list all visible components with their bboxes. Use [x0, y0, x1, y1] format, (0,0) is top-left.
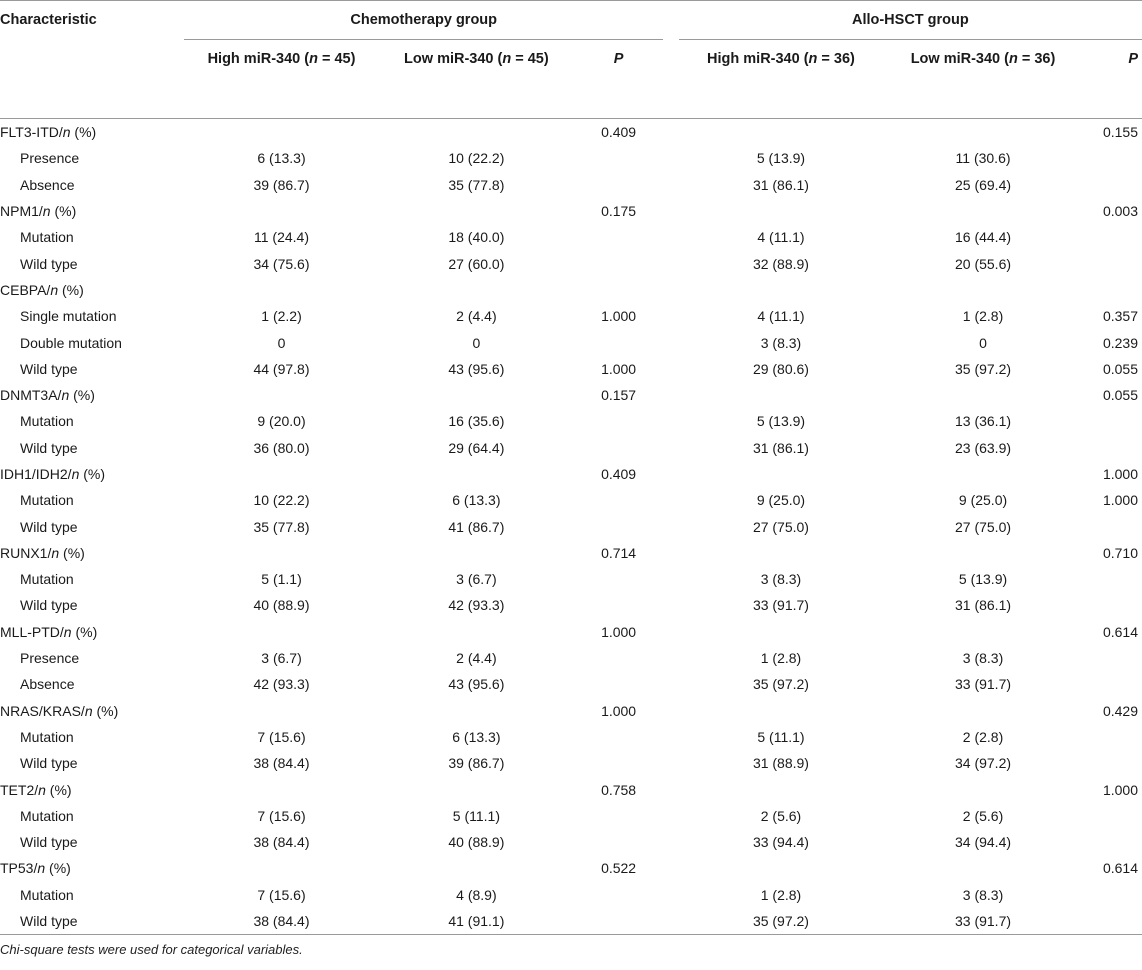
table-row	[0, 592, 1142, 618]
allo-high-value	[679, 277, 883, 303]
allo-p-value	[1083, 408, 1142, 434]
allo-high-value: 9 (25.0)	[756, 492, 806, 509]
table-row	[0, 487, 1142, 513]
gap-cell	[663, 277, 678, 303]
allo-low-value: 31 (86.1)	[954, 597, 1012, 614]
allo-low-value	[883, 382, 1083, 408]
table-row	[0, 882, 1142, 908]
table-row	[0, 724, 1142, 750]
gap-cell	[663, 566, 678, 592]
allo-high-value: 1 (2.8)	[760, 886, 802, 903]
chemo-high-label: High miR-340 (n = 45)	[207, 51, 356, 67]
table-row	[0, 513, 1142, 539]
gap-cell	[663, 855, 678, 881]
chemo-high-value: 6 (13.3)	[257, 150, 306, 167]
chemo-high-value: 1 (2.2)	[261, 308, 302, 325]
allo-high-value: 5 (13.9)	[756, 413, 806, 430]
allo-low-value: 34 (94.4)	[954, 834, 1012, 851]
chemo-low-value	[379, 776, 574, 802]
gap-cell	[663, 250, 678, 276]
allo-low-value: 33 (91.7)	[954, 913, 1012, 930]
chemo-high-value: 3 (6.7)	[261, 650, 302, 667]
chemo-p-value: 0.714	[601, 544, 637, 561]
chemo-high-value	[184, 277, 379, 303]
allo-p-value: 0.239	[1102, 334, 1138, 351]
gap-cell	[663, 803, 678, 829]
chemo-low-header	[379, 40, 574, 119]
allo-p-value	[1083, 829, 1142, 855]
chemo-high-value: 7 (15.6)	[257, 728, 306, 745]
allo-p-value	[1083, 803, 1142, 829]
chemo-high-value: 38 (84.4)	[253, 834, 310, 851]
allo-p-value	[1083, 277, 1142, 303]
chemo-high-value: 0	[277, 334, 286, 351]
chemotherapy-group-header: Chemotherapy group	[184, 1, 663, 40]
allo-high-value: 29 (80.6)	[752, 360, 809, 377]
allo-high-value	[679, 855, 883, 881]
row-label: Mutation	[20, 807, 74, 824]
chemo-p-value	[574, 592, 664, 618]
chemo-high-value	[184, 461, 379, 487]
row-label: FLT3-ITD/n (%)	[0, 124, 97, 141]
allo-p-value: 0.614	[1102, 623, 1138, 640]
allo-p-value	[1083, 435, 1142, 461]
chemo-low-value: 40 (88.9)	[448, 834, 505, 851]
gene-row	[0, 198, 1142, 224]
row-label: Absence	[20, 676, 75, 693]
chemo-low-value: 43 (95.6)	[448, 676, 505, 693]
allo-high-value	[679, 540, 883, 566]
chemo-high-value	[184, 382, 379, 408]
allo-high-value: 3 (8.3)	[760, 571, 802, 588]
chemo-low-value: 43 (95.6)	[448, 360, 505, 377]
chemo-high-value	[184, 198, 379, 224]
table-row	[0, 566, 1142, 592]
table-row	[0, 145, 1142, 171]
allo-low-value	[883, 540, 1083, 566]
allo-low-value: 2 (5.6)	[962, 807, 1004, 824]
allo-low-label: Low miR-340 (n = 36)	[910, 51, 1056, 67]
table-row	[0, 908, 1142, 935]
gene-row	[0, 776, 1142, 802]
gap-cell	[663, 408, 678, 434]
gap-cell	[663, 671, 678, 697]
allo-high-value: 3 (8.3)	[760, 334, 802, 351]
allo-low-value: 0	[979, 334, 987, 351]
chemo-p-value	[574, 435, 664, 461]
row-label: Wild type	[20, 255, 78, 272]
chemo-low-value: 16 (35.6)	[448, 413, 505, 430]
table-row	[0, 250, 1142, 276]
allo-high-value	[679, 619, 883, 645]
allo-low-value	[883, 855, 1083, 881]
row-label: TET2/n (%)	[0, 781, 72, 798]
allo-low-value: 13 (36.1)	[954, 413, 1012, 430]
chemo-high-value: 36 (80.0)	[253, 439, 310, 456]
row-label: NPM1/n (%)	[0, 203, 77, 220]
table-row	[0, 172, 1142, 198]
allo-low-value: 23 (63.9)	[954, 439, 1012, 456]
allo-low-value: 1 (2.8)	[962, 308, 1004, 325]
chemo-low-value: 27 (60.0)	[448, 255, 505, 272]
chemo-p-value	[574, 172, 664, 198]
allo-low-value: 25 (69.4)	[954, 176, 1012, 193]
allo-low-value: 3 (8.3)	[962, 650, 1004, 667]
chemo-p-value: 1.000	[601, 623, 637, 640]
gap-cell	[663, 435, 678, 461]
allo-p-value	[1083, 566, 1142, 592]
chemo-low-value	[379, 461, 574, 487]
row-label: Wild type	[20, 755, 78, 772]
gene-row	[0, 698, 1142, 724]
chemo-p-value	[574, 277, 664, 303]
gap-cell	[663, 329, 678, 355]
allo-p-value	[1083, 172, 1142, 198]
chemo-high-value	[184, 776, 379, 802]
allo-high-label: High miR-340 (n = 36)	[707, 51, 855, 67]
chemo-high-value: 44 (97.8)	[253, 360, 310, 377]
allo-low-header	[883, 40, 1083, 119]
gap-cell	[663, 303, 678, 329]
allo-low-value: 33 (91.7)	[954, 676, 1012, 693]
header-gap	[663, 1, 678, 40]
gene-row	[0, 119, 1142, 146]
row-label: Presence	[20, 150, 80, 167]
chemo-low-value: 10 (22.2)	[448, 150, 505, 167]
chemo-low-value: 35 (77.8)	[448, 176, 505, 193]
allo-low-value: 20 (55.6)	[954, 255, 1012, 272]
header-row-groups	[0, 1, 1142, 40]
gap-cell	[663, 619, 678, 645]
allo-high-value: 4 (11.1)	[757, 308, 805, 325]
row-label: IDH1/IDH2/n (%)	[0, 466, 106, 482]
chemo-p-value: 1.000	[601, 360, 637, 377]
row-label: Mutation	[20, 571, 74, 588]
allo-high-value	[679, 461, 883, 487]
allo-high-header	[679, 40, 883, 119]
chemo-high-value: 9 (20.0)	[257, 413, 306, 430]
gap-cell	[663, 750, 678, 776]
gap-cell	[663, 882, 678, 908]
chemo-low-value: 29 (64.4)	[448, 439, 505, 456]
chemo-high-value: 7 (15.6)	[257, 886, 306, 903]
gap-cell	[663, 119, 678, 146]
allo-low-value	[883, 277, 1083, 303]
gap-cell	[663, 540, 678, 566]
allo-high-value: 5 (13.9)	[756, 150, 806, 167]
chemo-high-value	[184, 855, 379, 881]
chemo-high-value	[184, 619, 379, 645]
gap-cell	[663, 356, 678, 382]
allo-p-value	[1083, 908, 1142, 935]
chemo-high-value: 38 (84.4)	[253, 913, 310, 930]
chemo-low-label: Low miR-340 (n = 45)	[404, 51, 549, 67]
gap-cell	[663, 382, 678, 408]
chemo-p-value	[574, 724, 664, 750]
allo-p-value: 0.003	[1102, 203, 1138, 220]
chemo-p-value	[574, 566, 664, 592]
chemo-p-value	[574, 145, 664, 171]
table-body	[0, 119, 1142, 935]
row-label: Mutation	[20, 728, 74, 745]
row-label: Wild type	[20, 834, 78, 851]
gap-cell	[663, 145, 678, 171]
table-row	[0, 435, 1142, 461]
chemo-p-value	[574, 487, 664, 513]
table-row	[0, 224, 1142, 250]
gap-cell	[663, 592, 678, 618]
row-label: Mutation	[20, 229, 74, 246]
row-label: Wild type	[20, 360, 78, 377]
chemo-p-value	[574, 645, 664, 671]
allo-high-value	[679, 776, 883, 802]
allo-p-value: 1.000	[1102, 466, 1138, 482]
allo-p-value: 0.155	[1102, 124, 1138, 141]
gap-cell	[663, 698, 678, 724]
chemo-low-value: 42 (93.3)	[448, 597, 505, 614]
chemo-p-value	[574, 908, 664, 935]
gap-cell	[663, 829, 678, 855]
row-label: Wild type	[20, 439, 78, 456]
chemo-p-value	[574, 224, 664, 250]
chemo-high-value: 11 (24.4)	[254, 229, 309, 246]
table-row	[0, 671, 1142, 697]
chemo-high-value: 5 (1.1)	[261, 571, 302, 588]
gene-row	[0, 382, 1142, 408]
chemo-low-value	[379, 119, 574, 146]
allo-p-value: 0.357	[1102, 308, 1138, 325]
chemo-high-value	[184, 698, 379, 724]
chemo-high-value: 39 (86.7)	[253, 176, 310, 193]
chemo-low-value: 41 (86.7)	[448, 518, 505, 535]
allo-high-value: 35 (97.2)	[752, 913, 809, 930]
header-row-columns	[0, 40, 1142, 119]
allo-high-value: 2 (5.6)	[760, 807, 802, 824]
chemo-low-value: 2 (4.4)	[456, 308, 497, 325]
chemo-p-value	[574, 408, 664, 434]
allo-high-value	[679, 382, 883, 408]
chemo-low-value	[379, 619, 574, 645]
table-footnote: Chi-square tests were used for categorical variables.	[0, 942, 303, 957]
row-label: MLL-PTD/n (%)	[0, 623, 98, 640]
allo-low-value: 27 (75.0)	[954, 518, 1012, 535]
chemo-p-value	[574, 250, 664, 276]
table-row	[0, 329, 1142, 355]
allo-high-value: 32 (88.9)	[752, 255, 809, 272]
allo-low-value	[883, 119, 1083, 146]
allo-p-value: 0.055	[1102, 387, 1138, 404]
row-label: Wild type	[20, 518, 78, 535]
gap-cell	[663, 461, 678, 487]
chemo-high-value: 35 (77.8)	[253, 518, 310, 535]
chemo-high-value: 38 (84.4)	[253, 755, 310, 772]
allo-p-value	[1083, 671, 1142, 697]
allo-low-value	[883, 698, 1083, 724]
chemo-low-value: 0	[472, 334, 481, 351]
allo-p-header: P	[1128, 51, 1138, 67]
gene-row	[0, 855, 1142, 881]
allo-low-value: 34 (97.2)	[954, 755, 1012, 772]
allo-high-value	[679, 198, 883, 224]
chemo-low-value	[379, 277, 574, 303]
allo-p-value: 1.000	[1102, 492, 1138, 509]
allo-low-value	[883, 776, 1083, 802]
allo-low-value: 11 (30.6)	[955, 150, 1011, 167]
table-row	[0, 750, 1142, 776]
gap-cell	[663, 487, 678, 513]
chemo-low-value: 6 (13.3)	[452, 492, 501, 509]
allo-p-value	[1083, 724, 1142, 750]
allo-p-value	[1083, 645, 1142, 671]
chemo-p-value: 1.000	[601, 308, 637, 325]
chemo-low-value	[379, 198, 574, 224]
chemo-low-value: 41 (91.1)	[448, 913, 505, 930]
allo-high-value: 31 (86.1)	[752, 439, 809, 456]
chemo-low-value: 5 (11.1)	[452, 807, 500, 824]
allo-high-value: 31 (88.9)	[752, 755, 809, 772]
chemo-p-value	[574, 803, 664, 829]
chemo-high-value: 7 (15.6)	[257, 807, 306, 824]
allo-low-value: 3 (8.3)	[962, 886, 1004, 903]
chemo-p-value	[574, 882, 664, 908]
chemo-high-value: 10 (22.2)	[253, 492, 310, 509]
allo-low-value: 16 (44.4)	[954, 229, 1012, 246]
chemo-p-value: 0.175	[601, 203, 637, 220]
row-label: Mutation	[20, 492, 74, 509]
row-label: RUNX1/n (%)	[0, 544, 85, 561]
chemo-p-value: 1.000	[601, 702, 637, 719]
gap-cell	[663, 908, 678, 935]
allo-p-value: 0.710	[1102, 544, 1138, 561]
chemo-p-value	[574, 329, 664, 355]
allo-low-value: 9 (25.0)	[958, 492, 1008, 509]
chemo-p-value: 0.409	[601, 124, 637, 141]
allo-p-value: 0.055	[1102, 360, 1138, 377]
gene-row	[0, 277, 1142, 303]
chemo-high-value	[184, 119, 379, 146]
allo-p-value	[1083, 250, 1142, 276]
allo-p-value: 1.000	[1102, 781, 1138, 798]
allo-p-value	[1083, 145, 1142, 171]
table-row	[0, 803, 1142, 829]
chemo-p-value	[574, 671, 664, 697]
table-row	[0, 303, 1142, 329]
allo-high-value: 5 (11.1)	[757, 728, 805, 745]
allo-p-value	[1083, 592, 1142, 618]
allo-high-value: 27 (75.0)	[752, 518, 809, 535]
chemo-p-value: 0.409	[601, 466, 637, 482]
allo-high-value: 35 (97.2)	[752, 676, 809, 693]
gene-row	[0, 619, 1142, 645]
chemo-p-value	[574, 513, 664, 539]
gap-cell	[663, 198, 678, 224]
chemo-low-value: 2 (4.4)	[456, 650, 497, 667]
characteristic-header-blank	[0, 40, 184, 119]
row-label: Absence	[20, 176, 75, 193]
allo-low-value	[883, 619, 1083, 645]
allo-low-value	[883, 198, 1083, 224]
allo-hsct-group-header: Allo-HSCT group	[679, 1, 1142, 40]
chemo-p-value	[574, 829, 664, 855]
allo-high-value: 33 (94.4)	[752, 834, 809, 851]
table-row	[0, 829, 1142, 855]
chemo-p-value: 0.522	[601, 860, 637, 877]
chemo-low-value	[379, 382, 574, 408]
chemo-low-value: 4 (8.9)	[456, 886, 497, 903]
allo-p-value: 0.429	[1102, 702, 1138, 719]
chemo-low-value: 18 (40.0)	[448, 229, 505, 246]
allo-high-value: 33 (91.7)	[752, 597, 809, 614]
chemo-high-value	[184, 540, 379, 566]
row-label: CEBPA/n (%)	[0, 281, 84, 298]
allo-low-value	[883, 461, 1083, 487]
header-gap-2	[663, 40, 678, 119]
allo-p-value	[1083, 750, 1142, 776]
gene-row	[0, 461, 1142, 487]
chemo-low-value	[379, 540, 574, 566]
row-label: Presence	[20, 650, 80, 667]
row-label: Double mutation	[20, 334, 122, 351]
chemo-low-value	[379, 698, 574, 724]
gap-cell	[663, 645, 678, 671]
allo-high-value	[679, 698, 883, 724]
row-label: Mutation	[20, 413, 74, 430]
chemo-p-value: 0.157	[601, 387, 637, 404]
allo-high-value: 1 (2.8)	[760, 650, 802, 667]
gap-cell	[663, 724, 678, 750]
allo-p-value: 0.614	[1102, 860, 1138, 877]
row-label: DNMT3A/n (%)	[0, 387, 95, 404]
chemo-low-value	[379, 855, 574, 881]
chemo-high-value: 40 (88.9)	[253, 597, 310, 614]
gap-cell	[663, 776, 678, 802]
table-row	[0, 645, 1142, 671]
chemo-high-header	[184, 40, 379, 119]
allo-low-value: 2 (2.8)	[962, 728, 1004, 745]
chemo-low-value: 39 (86.7)	[448, 755, 505, 772]
chemo-p-value: 0.758	[601, 781, 637, 798]
allo-p-value	[1083, 224, 1142, 250]
allo-low-value: 35 (97.2)	[954, 360, 1012, 377]
table-row	[0, 356, 1142, 382]
gap-cell	[663, 513, 678, 539]
allo-high-value: 4 (11.1)	[757, 229, 805, 246]
chemo-low-value: 6 (13.3)	[452, 728, 501, 745]
allo-high-value: 31 (86.1)	[752, 176, 809, 193]
gap-cell	[663, 172, 678, 198]
allo-p-value	[1083, 513, 1142, 539]
chemo-low-value: 3 (6.7)	[456, 571, 497, 588]
table-row	[0, 408, 1142, 434]
chemo-high-value: 34 (75.6)	[253, 255, 310, 272]
chemo-high-value: 42 (93.3)	[253, 676, 310, 693]
chemo-p-value	[574, 750, 664, 776]
row-label: Single mutation	[20, 308, 117, 325]
row-label: Wild type	[20, 913, 78, 930]
row-label: Wild type	[20, 597, 78, 614]
chemo-p-header: P	[613, 51, 624, 67]
gap-cell	[663, 224, 678, 250]
gene-row	[0, 540, 1142, 566]
characteristic-header: Characteristic	[0, 12, 97, 29]
allo-p-value	[1083, 882, 1142, 908]
row-label: TP53/n (%)	[0, 860, 71, 877]
row-label: NRAS/KRAS/n (%)	[0, 702, 119, 719]
row-label: Mutation	[20, 886, 74, 903]
allo-high-value	[679, 119, 883, 146]
allo-low-value: 5 (13.9)	[958, 571, 1008, 588]
